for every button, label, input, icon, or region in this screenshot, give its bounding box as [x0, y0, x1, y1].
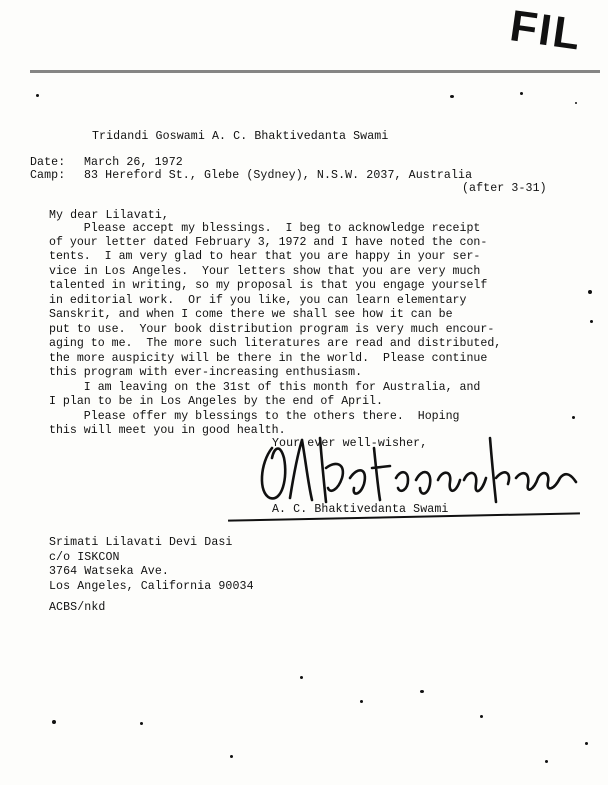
salutation: My dear Lilavati, — [49, 209, 169, 222]
file-stamp: FIL — [507, 1, 586, 60]
recipient-line: 3764 Watseka Ave. — [49, 565, 169, 578]
body-line: Please accept my blessings. I beg to acknowledge receipt — [49, 222, 481, 235]
body-line: in editorial work. Or if you like, you can learn elementary — [49, 294, 467, 307]
body-line: put to use. Your book distribution program is very much encour- — [49, 323, 495, 336]
body-line: I plan to be in Los Angeles by the end of April. — [49, 395, 383, 408]
recipient-line: c/o ISKCON — [49, 551, 120, 564]
body-line: tents. I am very glad to hear that you are happy in your ser- — [49, 250, 481, 263]
body-line: this will meet you in good health. — [49, 424, 286, 437]
body-line: vice in Los Angeles. Your letters show that you are very much — [49, 265, 481, 278]
body-line: talented in writing, so my proposal is that you engage yourself — [49, 279, 488, 292]
letterhead: Tridandi Goswami A. C. Bhaktivedanta Swami — [92, 130, 389, 143]
body-line: the more auspicity will be there in the world. Please continue — [49, 352, 488, 365]
camp-address: 83 Hereford St., Glebe (Sydney), N.S.W. 2037, Australia — [84, 169, 473, 182]
date-label: Date: — [30, 156, 66, 169]
closing: Your ever well-wisher, — [272, 437, 428, 450]
reference-initials: ACBS/nkd — [49, 601, 106, 614]
body-line: of your letter dated February 3, 1972 and I have noted the con- — [49, 236, 488, 249]
camp-note: (after 3-31) — [462, 182, 547, 195]
camp-label: Camp: — [30, 169, 66, 182]
body-line: Sanskrit, and when I come there we shall see how it can be — [49, 308, 453, 321]
body-line: Please offer my blessings to the others there. Hoping — [49, 410, 460, 423]
recipient-line: Los Angeles, California 90034 — [49, 580, 254, 593]
date-value: March 26, 1972 — [84, 156, 183, 169]
body-line: this program with ever-increasing enthusiasm. — [49, 366, 363, 379]
body-line: I am leaving on the 31st of this month for Australia, and — [49, 381, 481, 394]
body-line: aging to me. The more such literatures are read and distributed, — [49, 337, 502, 350]
header-rule — [30, 70, 600, 73]
signer-name: A. C. Bhaktivedanta Swami — [272, 503, 449, 516]
recipient-line: Srimati Lilavati Devi Dasi — [49, 536, 233, 549]
